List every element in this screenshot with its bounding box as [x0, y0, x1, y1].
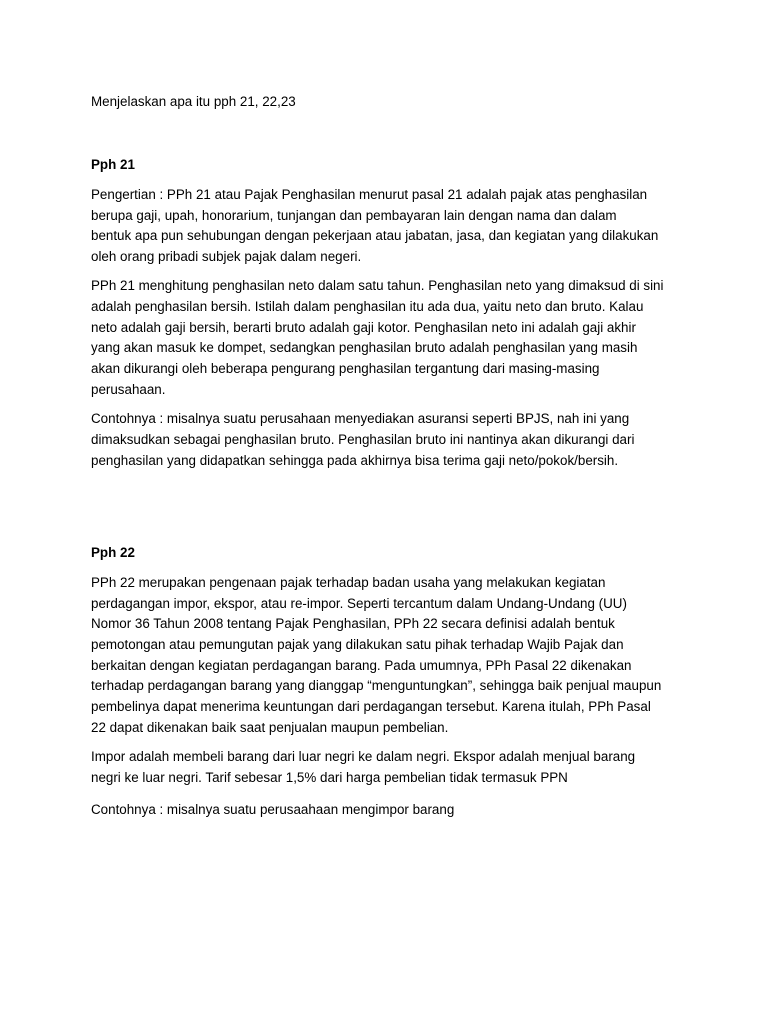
pph21-definition-line: oleh orang pribadi subjek pajak dalam negeri.	[91, 249, 362, 264]
pph21-definition-line: Pengertian : PPh 21 atau Pajak Penghasilan menurut pasal 21 adalah pajak atas penghasilan	[91, 187, 648, 202]
pph21-calculation-line: perusahaan.	[91, 382, 166, 397]
pph22-import-export-line: Impor adalah membeli barang dari luar negri ke dalam negri. Ekspor adalah menjual barang	[91, 749, 636, 764]
section-heading-pph21: Pph 21	[91, 157, 135, 172]
pph22-example-line: Contohnya : misalnya suatu perusaahaan mengimpor barang	[91, 802, 455, 817]
pph22-definition-line: berkaitan dengan kegiatan perdagangan barang. Pada umumnya, PPh Pasal 22 dikenakan	[91, 658, 632, 673]
pph22-definition-line: terhadap perdagangan barang yang dianggap “menguntungkan”, sehingga baik penjual maupun	[91, 678, 662, 693]
pph22-definition-line: Nomor 36 Tahun 2008 tentang Pajak Penghasilan, PPh 22 secara definisi adalah bentuk	[91, 616, 615, 631]
pph21-example-line: dimaksudkan sebagai penghasilan bruto. Penghasilan bruto ini nantinya akan dikurangi dari	[91, 432, 635, 447]
pph22-definition-line: PPh 22 merupakan pengenaan pajak terhadap badan usaha yang melakukan kegiatan	[91, 575, 606, 590]
section-heading-pph22: Pph 22	[91, 545, 135, 560]
pph21-calculation-line: neto adalah gaji bersih, berarti bruto adalah gaji kotor. Penghasilan neto ini adalah gaji akhir	[91, 320, 636, 335]
pph22-definition-line: perdagangan impor, ekspor, atau re-impor. Seperti tercantum dalam Undang-Undang (UU)	[91, 596, 627, 611]
pph22-definition-line: 22 dapat dikenakan baik saat penjualan maupun pembelian.	[91, 720, 449, 735]
pph21-calculation-line: adalah penghasilan bersih. Istilah dalam penghasilan itu ada dua, yaitu neto dan bruto. Kalau	[91, 299, 644, 314]
pph22-definition-line: pemotongan atau pemungutan pajak yang dilakukan satu pihak terhadap Wajib Pajak dan	[91, 637, 624, 652]
pph21-calculation-line: akan dikurangi oleh beberapa pengurang penghasilan tergantung dari masing-masing	[91, 361, 600, 376]
pph21-example-line: penghasilan yang didapatkan sehingga pada akhirnya bisa terima gaji neto/pokok/bersih.	[91, 453, 619, 468]
pph21-calculation-line: yang akan masuk ke dompet, sedangkan penghasilan bruto adalah penghasilan yang masih	[91, 340, 638, 355]
pph21-calculation-line: PPh 21 menghitung penghasilan neto dalam satu tahun. Penghasilan neto yang dimaksud di sini	[91, 278, 664, 293]
pph21-definition-line: bentuk apa pun sehubungan dengan pekerjaan atau jabatan, jasa, dan kegiatan yang dilakukan	[91, 228, 659, 243]
pph22-import-export-line: negri ke luar negri. Tarif sebesar 1,5% dari harga pembelian tidak termasuk PPN	[91, 770, 568, 785]
pph21-definition-line: berupa gaji, upah, honorarium, tunjangan dan pembayaran lain dengan nama dan dalam	[91, 208, 617, 223]
pph22-definition-line: pembelinya dapat menerima keuntungan dari perdagangan tersebut. Karena itulah, PPh Pasal	[91, 699, 651, 714]
pph21-example-line: Contohnya : misalnya suatu perusahaan menyediakan asuransi seperti BPJS, nah ini yang	[91, 411, 630, 426]
document-intro: Menjelaskan apa itu pph 21, 22,23	[91, 94, 296, 109]
